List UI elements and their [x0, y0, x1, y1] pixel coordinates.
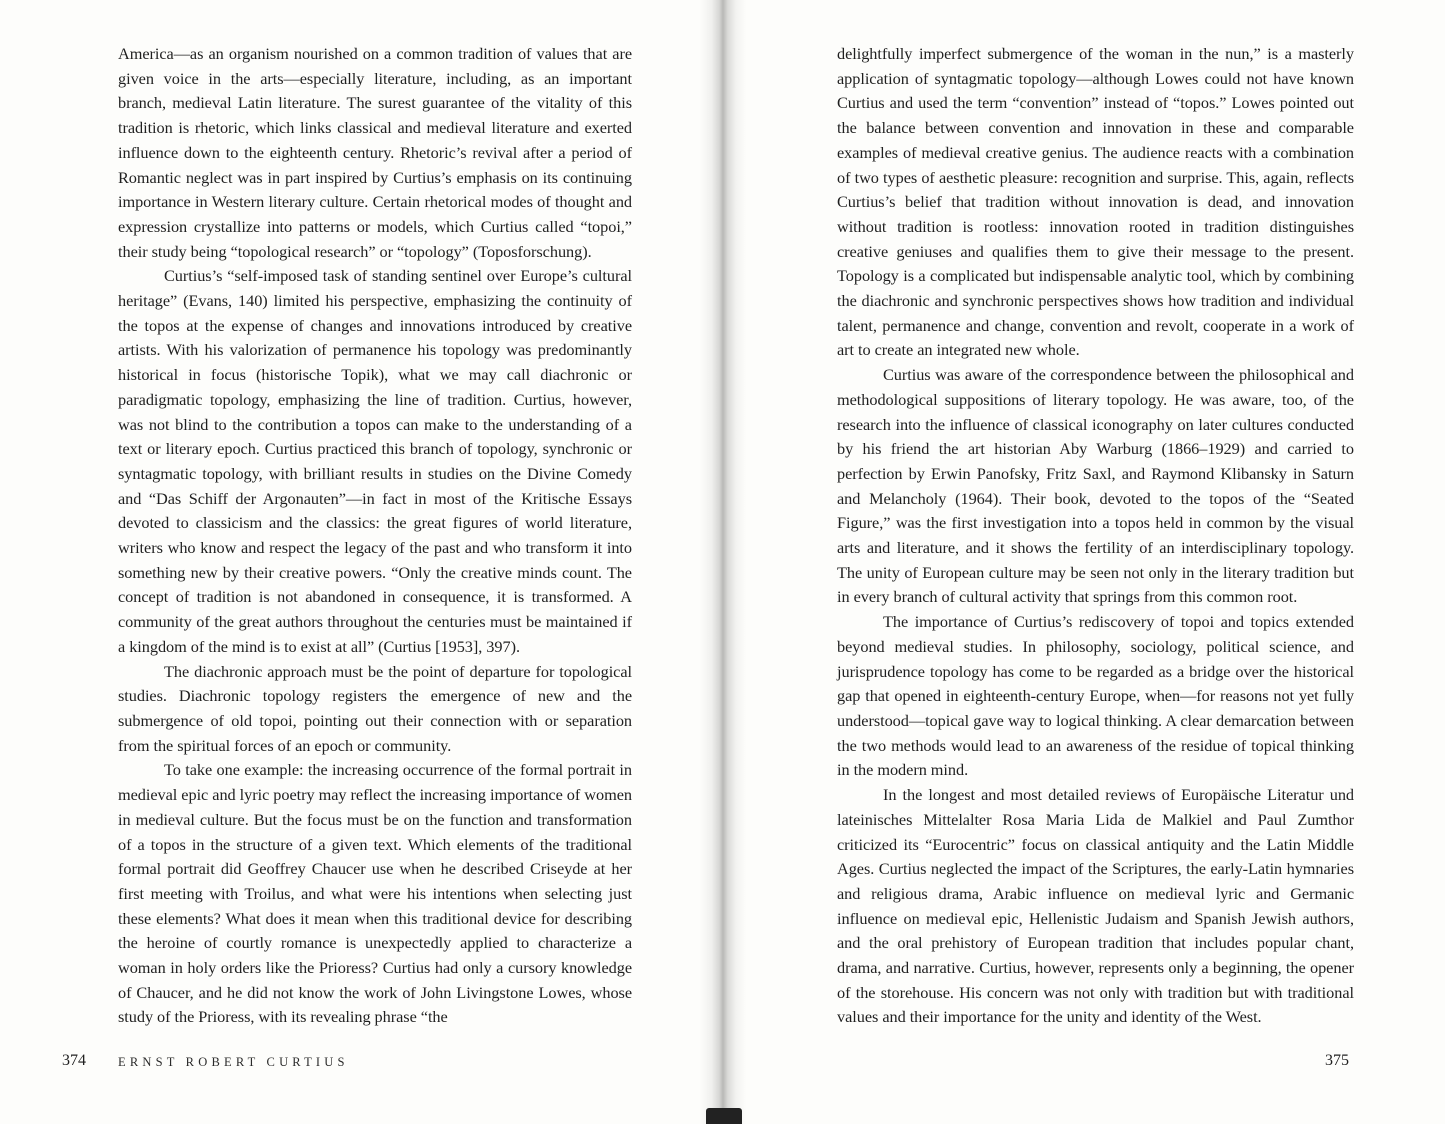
paragraph: Curtius’s “self-imposed task of standing sentinel over Europe’s cultural heritage” (Evans, 140) limited his perspective, emphasizing the continuity of the topos at the expense of changes and innovations introduced by creative artists. With his valorization of permanence his topology was predominantly historical in focus (historische Topik), what we may call diachronic or paradigmatic topology, emphasizing the line of tradition. Curtius, however, was not blind to the contribution a topos can make to the understanding of a text or literary epoch. Curtius practiced this branch of topology, synchronic or syntagmatic topology, with brilliant results in studies on the Divine Comedy and “Das Schiff der Argonauten”—in fact in most of the Kritische Essays devoted to classicism and the classics: the great figures of world literature, writers who know and respect the legacy of the past and who transform it into something new by their creative powers. “Only the creative minds count. The concept of tradition is not abandoned in consequence, it is transformed. A community of the great authors throughout the centuries must be maintained if a kingdom of the mind is to exist at all” (Curtius [1953], 397). — [118, 266, 632, 656]
page-number-right: 375 — [1325, 1052, 1349, 1069]
paragraph: America—as an organism nourished on a common tradition of values that are given voice in the arts—especially literature, including, as an important branch, medieval Latin literature. The surest guarantee of the vitality of this tradition is rhetoric, which links classical and medieval literature and exerted influence down to the eighteenth century. Rhetoric’s revival after a period of Romantic neglect was in part inspired by Curtius’s emphasis on its continuing importance in Western literary culture. Certain rhetorical modes of thought and expression crystallize into patterns or models, which Curtius called “topoi,” their study being “topological research” or “topology” (Toposforschung). — [118, 44, 632, 261]
running-head: ERNST ROBERT CURTIUS — [118, 1055, 349, 1069]
paragraph: The importance of Curtius’s rediscovery of topoi and topics extended beyond medieval studies. In philosophy, sociology, political science, and jurisprudence topology has come to be regarded as a bridge over the historical gap that opened in eighteenth-century Europe, when—for reasons not yet fully understood—topical gave way to logical thinking. A clear demarcation between the two methods would lead to an awareness of the residue of topical thinking in the modern mind. — [837, 612, 1354, 780]
left-page-body — [118, 42, 632, 1030]
paragraph: The diachronic approach must be the point of departure for topological studies. Diachronic topology registers the emergence of new and the submergence of old topoi, pointing out their connection with or separation from the spiritual forces of an epoch or community. — [118, 661, 632, 755]
paragraph: delightfully imperfect submergence of the woman in the nun,” is a masterly application of syntagmatic topology—although Lowes could not have known Curtius and used the term “convention” instead of “topos.” Lowes pointed out the balance between convention and innovation in these and comparable examples of medieval creative genius. The audience reacts with a combination of two types of aesthetic pleasure: recognition and surprise. This, again, reflects Curtius’s belief that tradition without innovation is dead, and innovation without tradition is rootless: innovation rooted in tradition distinguishes creative geniuses and qualifies them to give their message to the present. Topology is a complicated but indispensable analytic tool, which by combining the diachronic and synchronic perspectives shows how tradition and individual talent, permanence and change, convention and revolt, cooperate in a work of art to create an integrated new whole. — [837, 44, 1354, 360]
book-gutter — [700, 0, 746, 1124]
right-page-body — [837, 42, 1354, 1030]
binding-edge — [706, 1108, 742, 1124]
paragraph: To take one example: the increasing occurrence of the formal portrait in medieval epic and lyric poetry may reflect the increasing importance of women in medieval culture. But the focus must be on the function and transformation of a topos in the structure of a given text. Which elements of the traditional formal portrait did Geoffrey Chaucer use when he described Criseyde at her first meeting with Troilus, and what were his intentions when selecting just these elements? What does it mean when this traditional device for describing the heroine of courtly romance is unexpectedly applied to characterize a woman in holy orders like the Prioress? Curtius had only a cursory knowledge of Chaucer, and he did not know the work of John Livingstone Lowes, whose study of the Prioress, with its revealing phrase “the — [118, 760, 632, 1027]
paragraph: Curtius was aware of the correspondence between the philosophical and methodological suppositions of literary topology. He was aware, too, of the research into the influence of classical iconography on later cultures conducted by his friend the art historian Aby Warburg (1866–1929) and carried to perfection by Erwin Panofsky, Fritz Saxl, and Raymond Klibansky in Saturn and Melancholy (1964). Their book, devoted to the topos of the “Seated Figure,” was the first investigation into a topos held in common by the visual arts and literature, and it shows the fertility of an interdisciplinary topology. The unity of European culture may be seen not only in the literary tradition but in every branch of cultural activity that springs from this common root. — [837, 365, 1354, 607]
paragraph: In the longest and most detailed reviews of Europäische Literatur und lateinisches Mittelalter Rosa Maria Lida de Malkiel and Paul Zumthor criticized its “Eurocentric” focus on classical antiquity and the Latin Middle Ages. Curtius neglected the impact of the Scriptures, the early-Latin hymnaries and religious drama, Arabic influence on medieval lyric and Germanic influence on medieval epic, Hellenistic Judaism and Spanish Jewish authors, and the oral prehistory of European tradition that includes popular chant, drama, and narrative. Curtius, however, represents only a beginning, the opener of the storehouse. His concern was not only with tradition but with traditional values and their importance for the unity and identity of the West. — [837, 785, 1354, 1027]
page-number-left: 374 — [62, 1052, 86, 1069]
